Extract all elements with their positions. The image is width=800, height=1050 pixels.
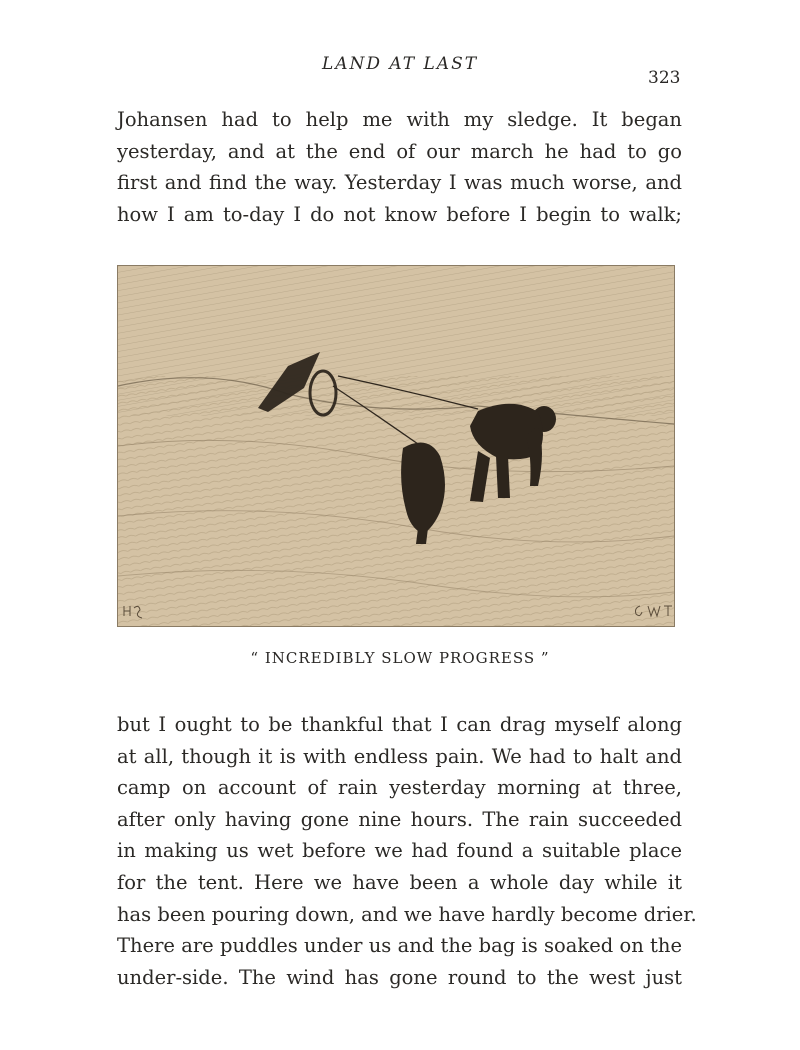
text-line: after only having gone nine hours. The rain succeeded (117, 807, 682, 831)
text-line: at all, though it is with endless pain. We had to halt and (117, 744, 682, 768)
text-line: yesterday, and at the end of our march he had to go (117, 139, 682, 163)
body-text-bottom (117, 709, 697, 993)
text-line: but I ought to be thankful that I can drag myself along (117, 713, 682, 736)
text-line: first and find the way. Yesterday I was much worse, and (117, 171, 682, 195)
text-line: There are puddles under us and the bag is soaked on the (117, 934, 682, 958)
snow-field (118, 376, 674, 626)
illustration-plate (117, 265, 675, 627)
page-number: 323 (648, 68, 681, 88)
etching-illustration (118, 266, 674, 626)
text-line: in making us wet before we had found a suitable place (117, 839, 682, 863)
text-line: how I am to-day I do not know before I begin to walk; (117, 202, 682, 226)
text-line: Johansen had to help me with my sledge. It began (117, 108, 682, 131)
body-text-top (117, 104, 682, 230)
text-line: camp on account of rain yesterday morning at three, (117, 776, 682, 800)
text-line: for the tent. Here we have been a whole day while it (117, 870, 682, 894)
illustration-caption: “ INCREDIBLY SLOW PROGRESS ” (250, 649, 550, 667)
running-head: LAND AT LAST (321, 54, 479, 74)
text-line: under-side. The wind has gone round to the west just (117, 965, 682, 989)
text-line: has been pouring down, and we have hardly become drier. (117, 902, 697, 926)
